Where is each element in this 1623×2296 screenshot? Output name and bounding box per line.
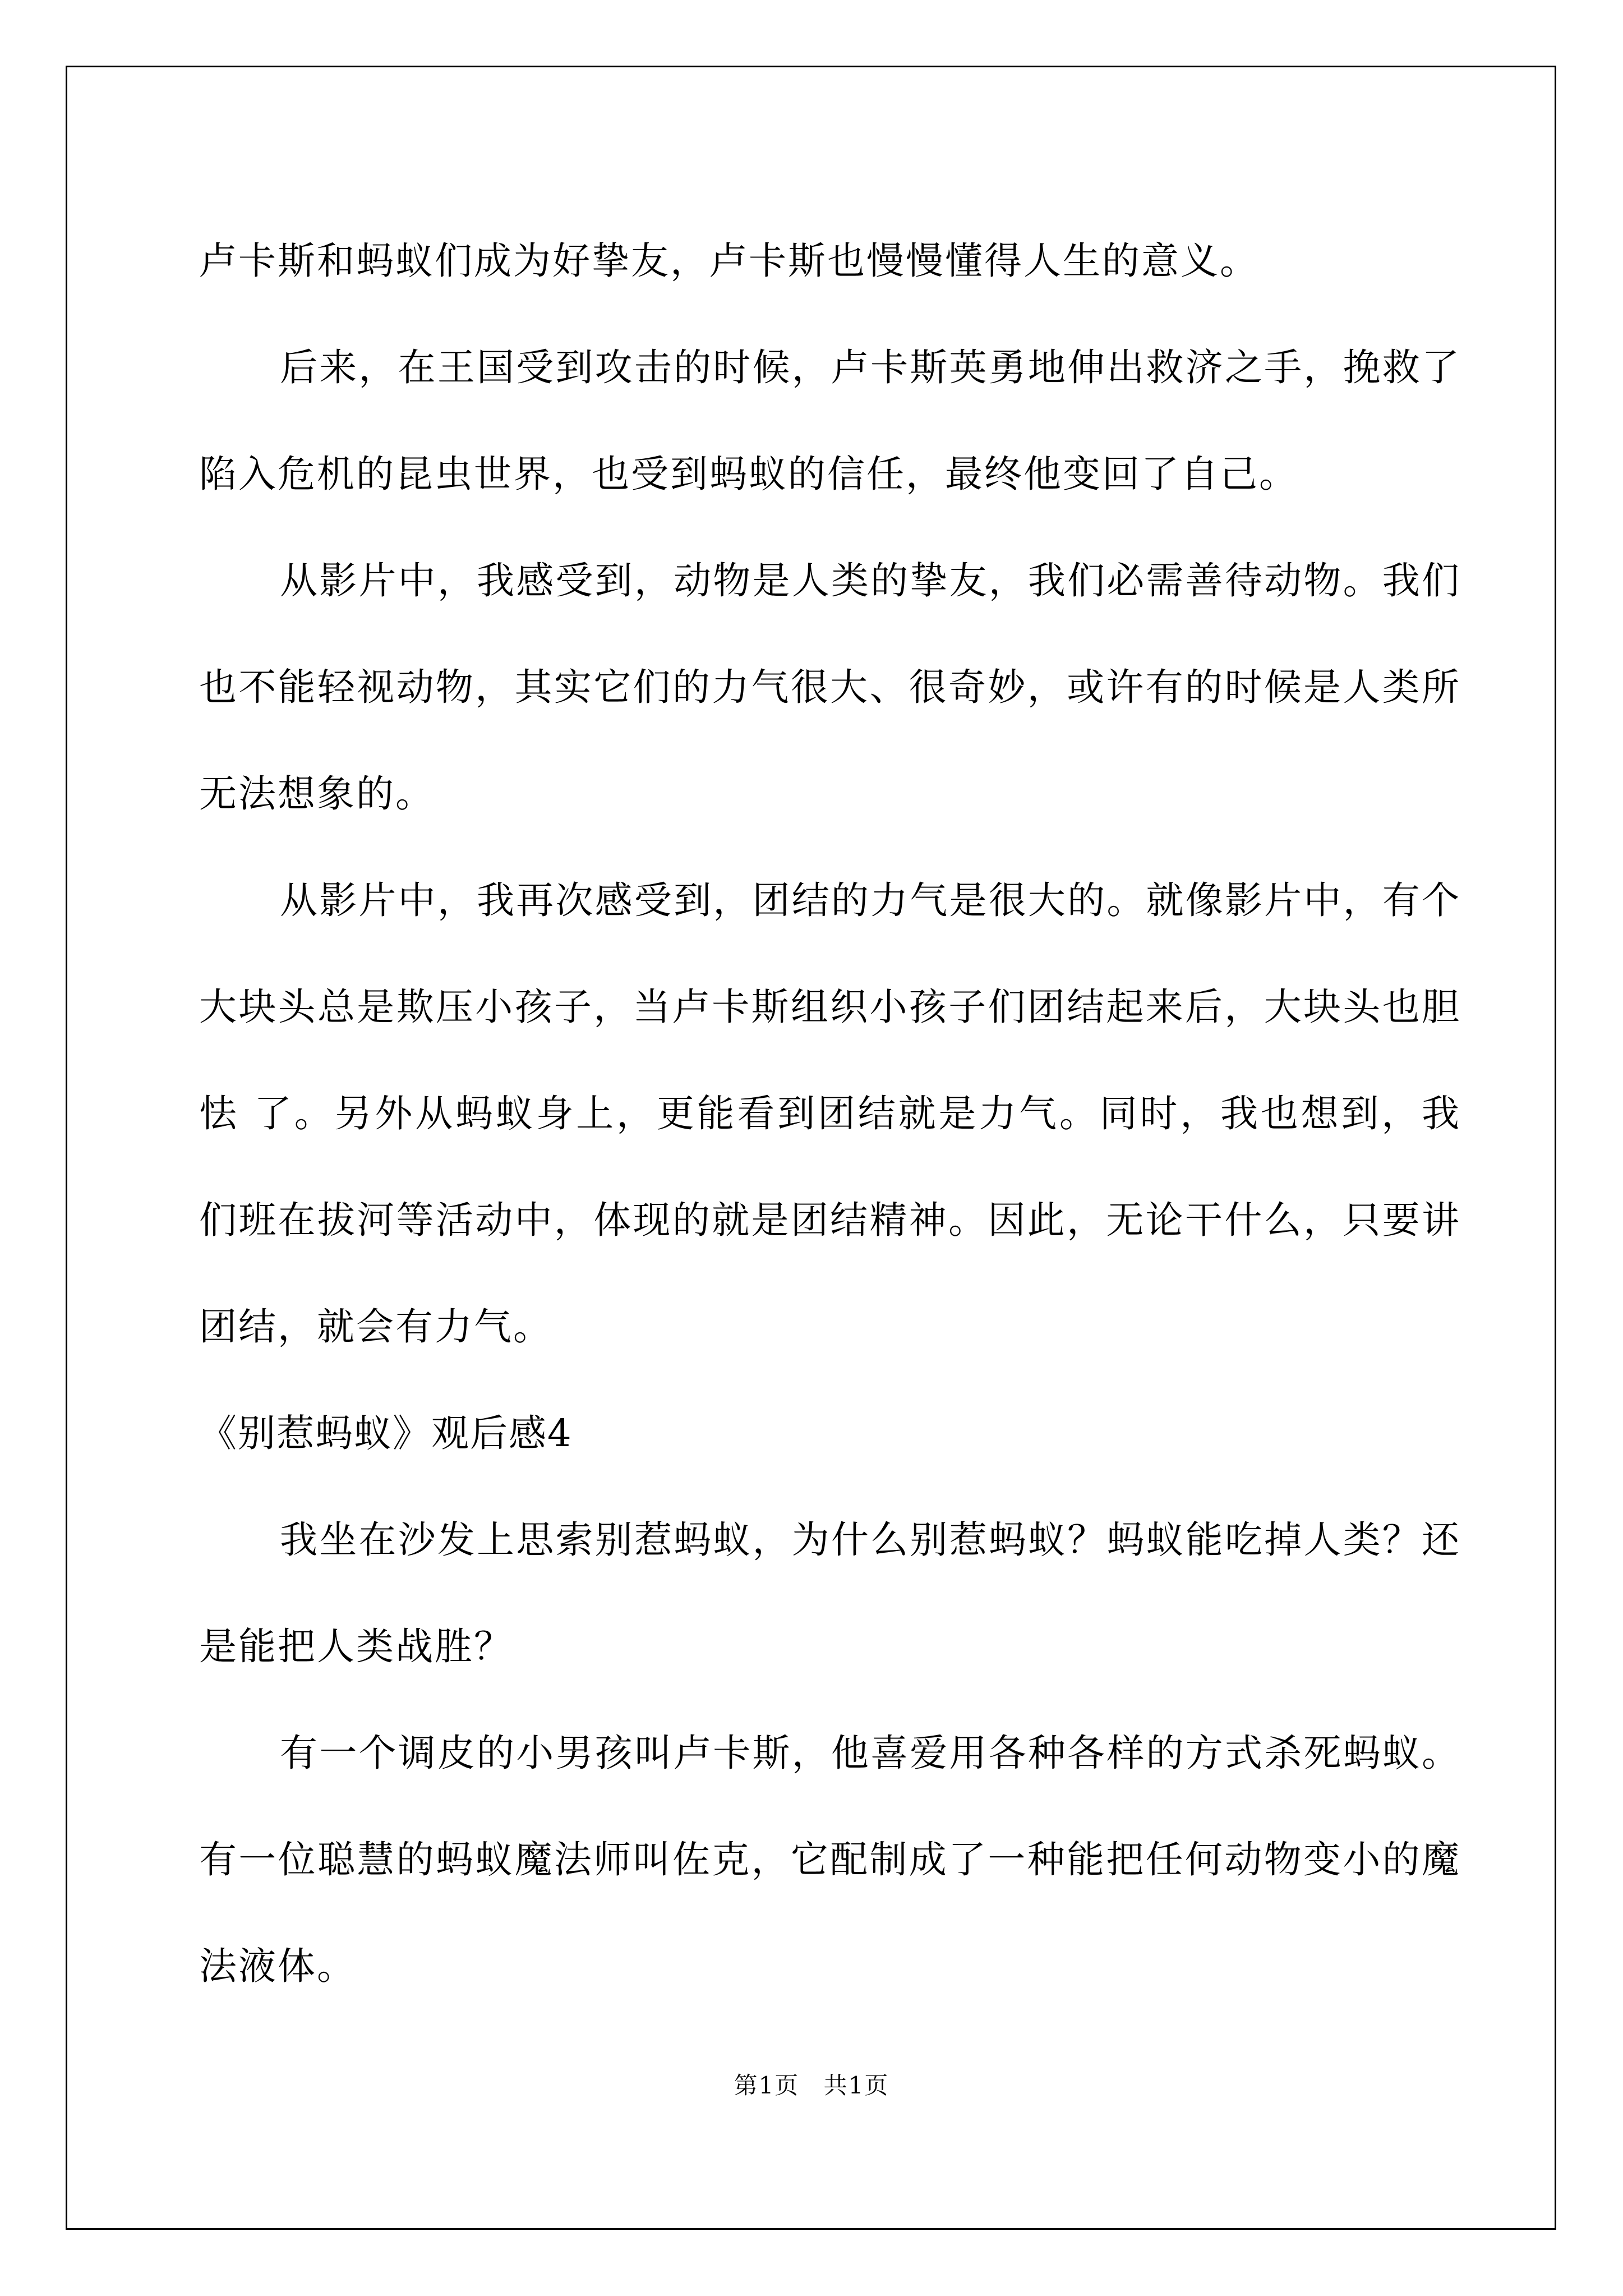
paragraph-6: 有一个调皮的小男孩叫卢卡斯，他喜爱用各种各样的方式杀死蚂蚁。有一位聪慧的蚂蚁魔法师叫佐克，它配制成了一种能把任何动物变小的魔法液体。 <box>199 1731 1461 1988</box>
page-number: 第1页 <box>734 2072 800 2099</box>
paragraph-3: 从影片中，我感受到，动物是人类的挚友，我们必需善待动物。我们也不能轻视动物，其实它们的力气很大、很奇妙，或许有的时候是人类所无法想象的。 <box>199 559 1461 816</box>
paragraph-2: 后来，在王国受到攻击的时候，卢卡斯英勇地伸出救济之手，挽救了陷入危机的昆虫世界，也受到蚂蚁的信任，最终他变回了自己。 <box>199 346 1461 496</box>
paragraph-4: 从影片中，我再次感受到，团结的力气是很大的。就像影片中，有个大块头总是欺压小孩子，当卢卡斯组织小孩子们团结起来后，大块头也胆怯 了。另外从蚂蚁身上，更能看到团结就是力气。同时，我也想到，我们班在拔河等活动中，体现的就是团结精神。因此，无论干什么，只要讲团结，就会有力气。 <box>199 878 1461 1349</box>
section-heading: 《别惹蚂蚁》观后感4 <box>199 1411 573 1455</box>
page-total: 共1页 <box>823 2072 889 2099</box>
paragraph-1: 卢卡斯和蚂蚁们成为好挚友，卢卡斯也慢慢懂得人生的意义。 <box>199 239 1259 283</box>
page-footer <box>0 2067 1623 2101</box>
paragraph-5: 我坐在沙发上思索别惹蚂蚁，为什么别惹蚂蚁？蚂蚁能吃掉人类？还是能把人类战胜？ <box>199 1518 1461 1668</box>
document-body <box>199 208 1461 2019</box>
